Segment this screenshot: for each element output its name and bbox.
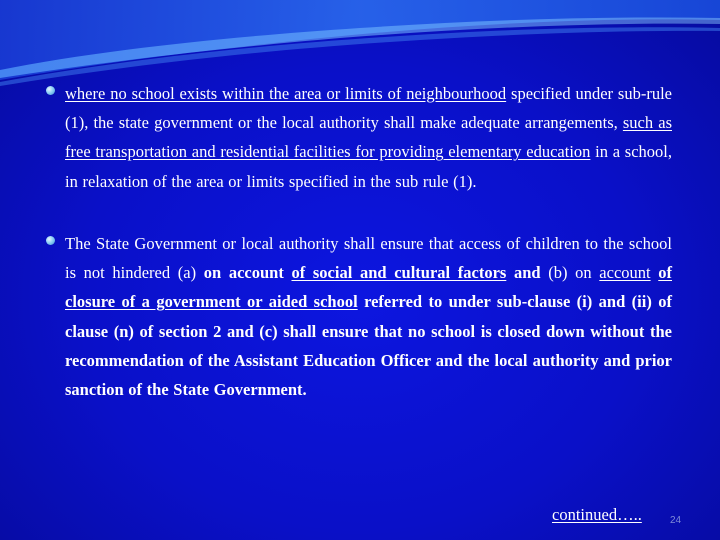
text-segment: The State Government or local authority shall ensure that access of children to the school is not hindered (a) <box>65 234 672 283</box>
header-swoosh-decoration <box>0 0 720 90</box>
continued-label: continued….. <box>552 505 642 524</box>
text-segment: such as free transportation and residential facilities for providing elementary education <box>65 113 672 162</box>
bullet-dot-icon <box>46 86 55 95</box>
text-segment: and <box>506 263 549 283</box>
text-segment: (b) on <box>548 263 600 283</box>
text-segment: on account <box>203 263 292 283</box>
bullet-dot-icon <box>46 236 55 245</box>
text-segment: specified under sub-rule (1), the state government or the local authority shall make adequate arrangements, <box>65 84 672 133</box>
text-segment: referred to under sub-clause (i) and (ii) of clause (n) of section 2 and (c) shall ensure that no school is closed down without the recommendation of the Assistant Education Officer and the local authority and prior sanction of the State Government. <box>65 292 672 400</box>
bullet-item-2 <box>46 229 672 404</box>
slide-number: 24 <box>670 515 682 526</box>
bullet-text-2 <box>65 229 672 404</box>
text-segment: in a school, in relaxation of the area or limits specified in the sub rule (1). <box>65 142 672 191</box>
text-segment: of social and cultural factors <box>291 263 507 283</box>
text-segment: account <box>599 263 651 283</box>
bullet-item-1 <box>46 79 672 196</box>
text-segment: of closure of a government or aided school <box>65 263 673 312</box>
text-segment: where no school exists within the area or limits of neighbourhood <box>65 84 507 103</box>
bullet-text-1 <box>65 79 672 196</box>
